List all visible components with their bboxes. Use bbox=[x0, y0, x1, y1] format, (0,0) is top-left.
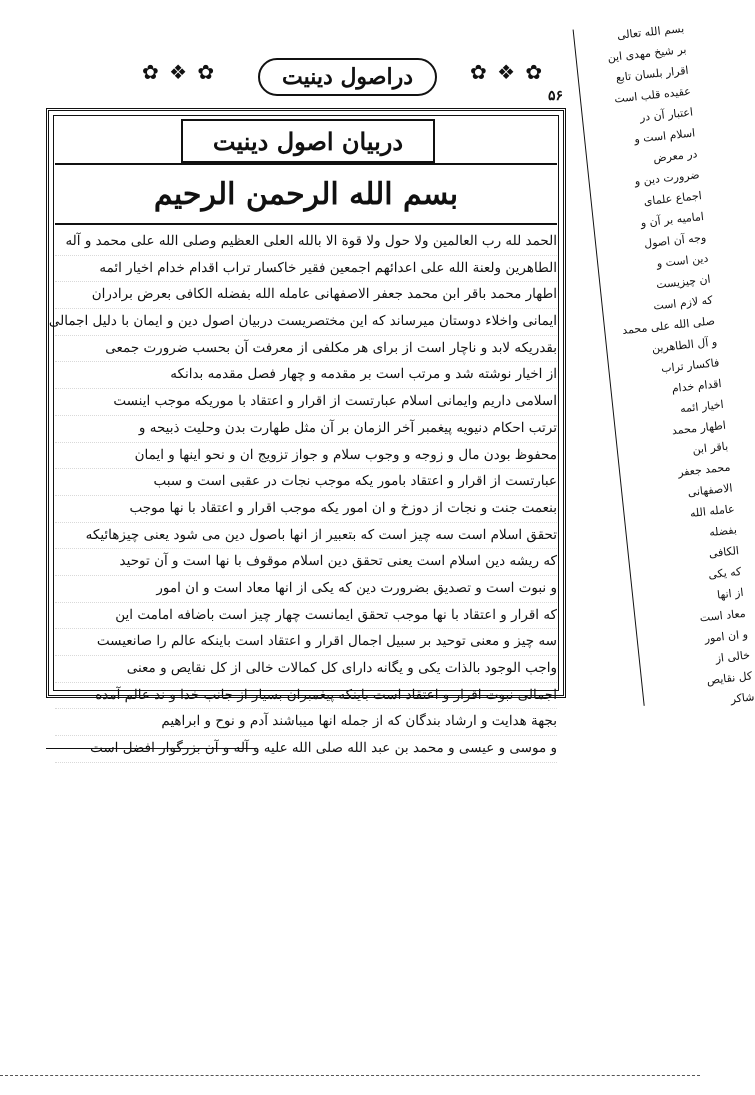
ornament-right-icon: ✿ ❖ ✿ bbox=[470, 60, 545, 84]
body-line: اسلامی داریم وایمانی اسلام عبارتست از اقرار و اعتقاد با موریکه موجب اینست bbox=[55, 389, 557, 416]
body-line: و موسی و عیسی و محمد بن عبد الله صلی الله علیه و آله و آن بزرگوار افضل است bbox=[55, 736, 557, 763]
body-line: و نبوت است و تصدیق بضرورت دین که یکی از انها معاد است و ان امور bbox=[55, 576, 557, 603]
margin-note-line: معاد است bbox=[699, 606, 747, 625]
margin-note-line: اقرار بلسان تابع bbox=[615, 63, 690, 85]
body-text bbox=[48, 229, 557, 757]
margin-note-line: و ان امور bbox=[703, 627, 749, 646]
body-line: بجهة هدایت و ارشاد بندگان که از جمله انها میباشند آدم و نوح و ابراهیم bbox=[55, 709, 557, 736]
basmala-band bbox=[55, 163, 557, 225]
body-line: ترتب احکام دنیویه پیغمبر آخر الزمان بر آن مثل طهارت بدن وحلیت ذبیحه و bbox=[55, 416, 557, 443]
page-edge-rule bbox=[0, 1075, 700, 1076]
margin-note-line: اخیار ائمه bbox=[679, 397, 725, 416]
margin-note-line: از انها bbox=[716, 585, 745, 602]
body-line: عبارتست از اقرار و اعتقاد بامور یکه موجب نجات در عقبی است و سبب bbox=[55, 469, 557, 496]
margin-note-line: اطهار محمد bbox=[671, 418, 727, 438]
margin-note-line: باقر ابن bbox=[691, 439, 729, 457]
top-title: دراصول دینیت bbox=[258, 58, 437, 96]
margin-note-line: در معرض bbox=[652, 147, 698, 165]
margin-note-line: کل نقایص bbox=[706, 669, 753, 688]
margin-note-line: عامله الله bbox=[689, 502, 736, 520]
margin-note-line: و آل الطاهرین bbox=[651, 335, 718, 356]
margin-note-line: ان چیزیست bbox=[655, 272, 712, 292]
footnote-divider bbox=[46, 748, 256, 749]
margin-note-line: عقیده قلب است bbox=[613, 84, 692, 106]
margin-note-line: صلی الله علی محمد bbox=[621, 314, 716, 338]
body-line: سه چیز و معنی توحید بر سبیل اجمال اقرار و اعتقاد است باینکه عالم را صانعیست bbox=[55, 629, 557, 656]
body-line: ایمانی واخلاء دوستان میرساند که این مختصریست دربیان اصول دین و ایمان با دلیل اجمالی bbox=[55, 309, 557, 336]
body-line: از اخیار نوشته شد و مرتب است بر مقدمه و چهار فصل مقدمه بدانکه bbox=[55, 362, 557, 389]
margin-note-line: فاکسار تراب bbox=[660, 356, 720, 376]
margin-note-line: اعتبار آن در bbox=[639, 105, 694, 125]
margin-note-line: الکافی bbox=[708, 544, 740, 561]
margin-note-line: ضرورت دین و bbox=[634, 168, 701, 188]
margin-note-line: وجه آن اصول bbox=[643, 230, 707, 251]
body-line: بنعمت جنت و نجات از دوزخ و ان امور یکه موجب اقرار و اعتقاد با نها موجب bbox=[55, 496, 557, 523]
margin-note-line: که لازم است bbox=[652, 293, 714, 313]
margin-note-line: اجماع علمای bbox=[643, 189, 703, 209]
body-line: الطاهرین ولعنة الله علی اعدائهم اجمعین فقیر خاکسار تراب اقدام خدام اخیار ائمه bbox=[55, 256, 557, 283]
section-heading: دربیان اصول دینیت bbox=[181, 119, 435, 163]
margin-note-line: محمد جعفر bbox=[677, 460, 731, 479]
body-line: واجب الوجود بالذات یکی و یگانه دارای کل کمالات خالی از کل نقایص و معنی bbox=[55, 656, 557, 683]
body-line: الحمد لله رب العالمین ولا حول ولا قوة الا بالله العلی العظیم وصلی الله علی محمد و آله bbox=[55, 229, 557, 256]
body-line: که ریشه دین اسلام است یعنی تحقق دین اسلام موقوف با نها است و آن توحید bbox=[55, 549, 557, 576]
basmala: بسم الله الرحمن الرحیم bbox=[153, 176, 459, 212]
margin-note-line: بسم الله تعالی bbox=[616, 21, 685, 42]
body-line: اجمالی نبوت اقرار و اعتقاد است باینکه پیغمبران بسیار از جانب خدا و ند عالم آمده bbox=[55, 683, 557, 710]
body-line: بقدریکه لابد و ناچار است از برای هر مکلفی از معرفت آن بحسب ضرورت جمعی bbox=[55, 336, 557, 363]
margin-note-line: بر شیخ مهدی این bbox=[606, 42, 687, 65]
margin-note-line: امامیه بر آن و bbox=[640, 209, 705, 230]
margin-note-line: الاصفهانی bbox=[687, 481, 734, 500]
margin-note-line: که یکی bbox=[707, 564, 742, 582]
text-frame bbox=[46, 108, 566, 757]
ornament-left-icon: ✿ ❖ ✿ bbox=[142, 60, 217, 84]
margin-note-line: خالی از bbox=[714, 648, 751, 666]
margin-note-line: اقدام خدام bbox=[671, 377, 723, 396]
margin-note-line: شاکر bbox=[729, 690, 755, 706]
body-line: که اقرار و اعتقاد با نها موجب تحقق ایمانست چهار چیز است باضافه امامت این bbox=[55, 603, 557, 630]
body-line: محفوظ بودن مال و زوجه و وجوب سلام و جواز تزویج ان و نحو اینها و ایمان bbox=[55, 443, 557, 470]
body-line: تحقق اسلام است سه چیز است که بتعبیر از انها باصول دین می شود یعنی چیزهائیکه bbox=[55, 523, 557, 550]
page-number: ۵۶ bbox=[548, 88, 564, 104]
body-line: اطهار محمد باقر ابن محمد جعفر الاصفهانی عامله الله بفضله الکافی بعرض برادران bbox=[55, 282, 557, 309]
margin-note-line: بفضله bbox=[708, 523, 738, 540]
margin-notes bbox=[573, 18, 754, 706]
margin-note-line: اسلام است و bbox=[633, 126, 696, 146]
margin-note-line: دین است و bbox=[656, 251, 709, 271]
